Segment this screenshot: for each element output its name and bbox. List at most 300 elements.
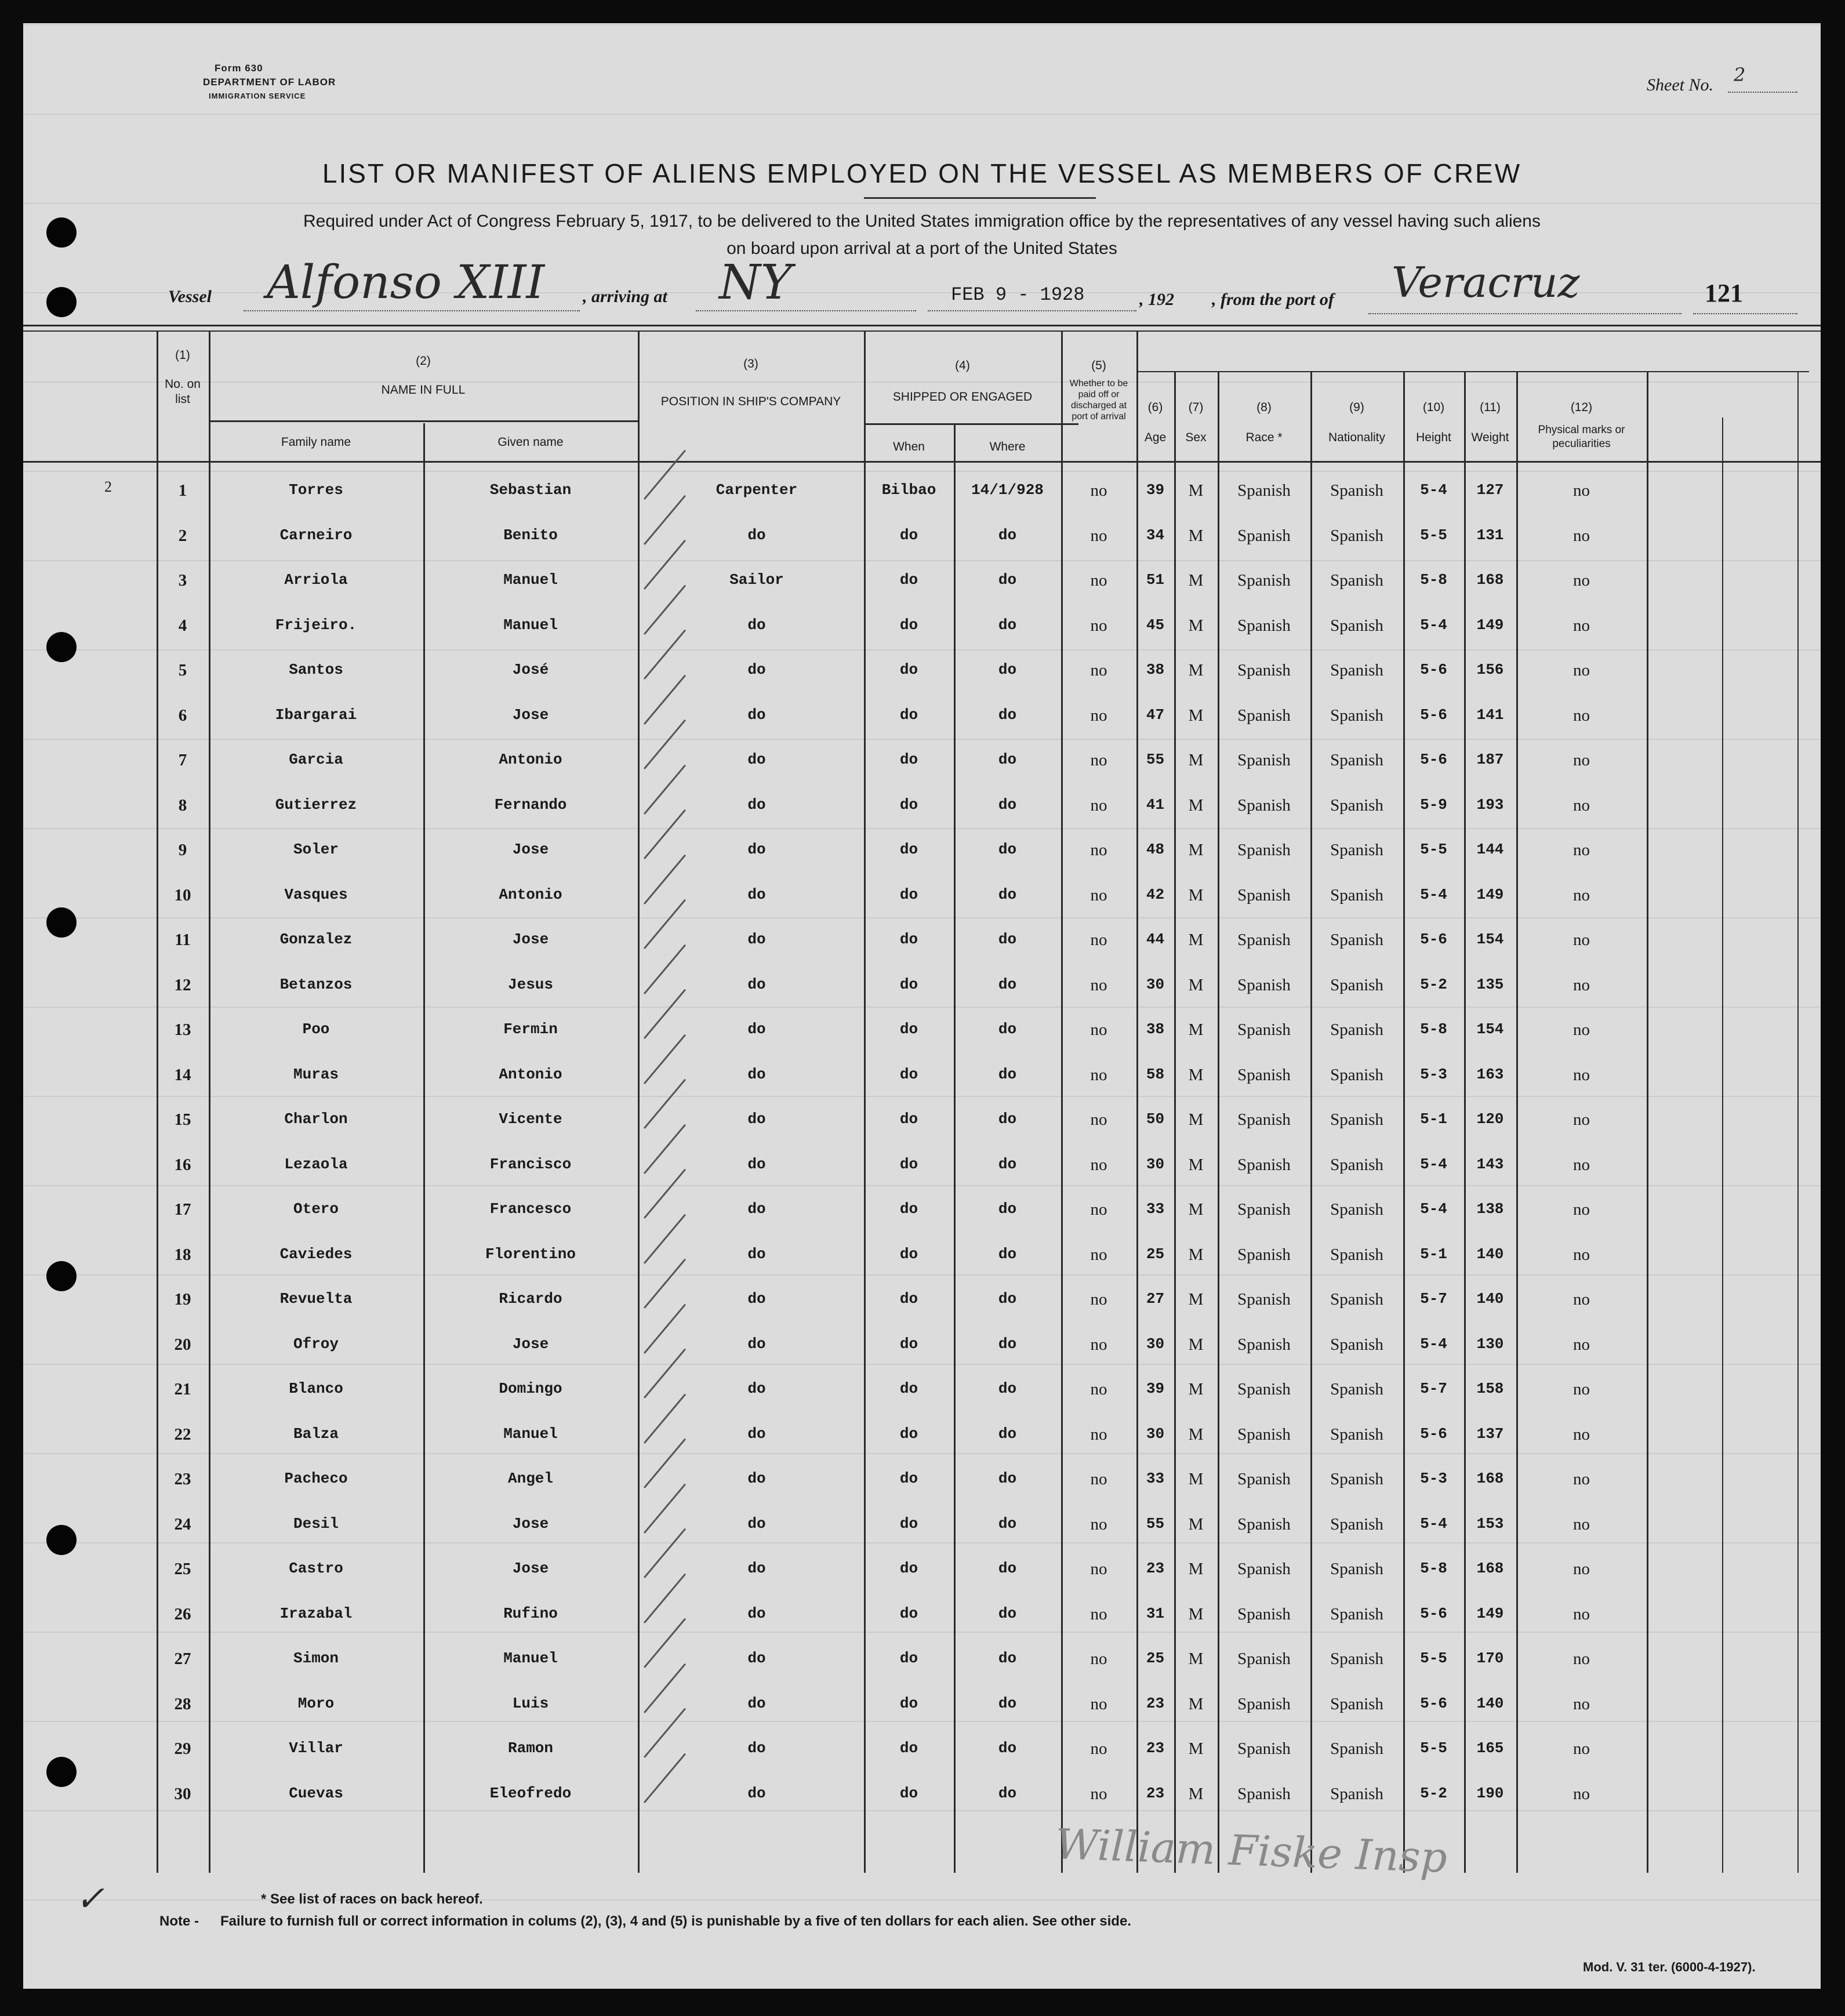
position: Sailor [729,571,784,589]
weight: 141 [1476,706,1504,724]
given-name: Jose [512,1514,549,1532]
race: Spanish [1237,1514,1291,1534]
family-name: Otero [293,1200,339,1218]
shipped-when: do [899,1155,918,1173]
col3-header: POSITION IN SHIP'S COMPANY [660,395,841,408]
weight: 140 [1476,1245,1504,1263]
physical-marks: no [1573,975,1590,994]
height: 5-5 [1420,1739,1447,1757]
sex: M [1188,1020,1204,1039]
shipped-where: do [998,1290,1017,1307]
race: Spanish [1237,481,1291,500]
paid-off: no [1090,1290,1107,1309]
height: 5-4 [1420,1514,1447,1532]
page-title: LIST OR MANIFEST OF ALIENS EMPLOYED ON THE VESSEL AS MEMBERS OF CREW [322,158,1522,188]
col3-number: (3) [743,357,758,370]
shipped-where: do [998,1784,1017,1802]
list-number: 25 [174,1560,191,1578]
physical-marks: no [1573,931,1590,949]
weight: 149 [1476,1604,1504,1622]
list-number: 4 [178,616,187,635]
sex: M [1188,526,1204,545]
family-name: Simon [293,1650,339,1667]
date-stamp: FEB 9 - 1928 [951,284,1085,306]
physical-marks: no [1573,1335,1590,1354]
shipped-where: do [998,1514,1017,1532]
shipped-when: do [899,571,918,589]
shipped-when: do [899,706,918,724]
position: do [747,885,766,903]
nationality: Spanish [1330,1065,1383,1084]
given-name: José [512,661,549,678]
family-name: Castro [289,1560,343,1577]
shipped-when: do [899,1110,918,1128]
inspector-signature: William Fiske Insp [1054,1819,1448,1882]
physical-marks: no [1573,661,1590,680]
shipped-where: do [998,1560,1017,1577]
races-footnote: * See list of races on back hereof. [261,1891,483,1907]
physical-marks: no [1573,1425,1590,1444]
col8-header: Race * [1245,431,1283,444]
age: 48 [1146,841,1165,858]
punch-hole [46,907,77,938]
age: 39 [1146,1380,1165,1397]
col10-header: Height [1416,431,1451,444]
punch-hole [46,287,77,317]
sex: M [1188,1650,1204,1668]
weight: 140 [1476,1290,1504,1307]
height: 5-6 [1420,1425,1447,1443]
position: do [747,1155,766,1173]
col8-number: (8) [1256,401,1272,414]
weight: 138 [1476,1200,1504,1218]
race: Spanish [1237,1560,1291,1578]
height: 5-8 [1420,571,1447,589]
age: 30 [1146,1425,1165,1443]
list-number: 11 [175,931,191,949]
race: Spanish [1237,661,1291,680]
race: Spanish [1237,1739,1291,1758]
paid-off: no [1090,1065,1107,1084]
weight: 170 [1476,1650,1504,1667]
weight: 158 [1476,1380,1504,1397]
given-name: Benito [503,526,558,544]
physical-marks: no [1573,1290,1590,1309]
nationality: Spanish [1330,481,1383,500]
paid-off: no [1090,1110,1107,1129]
weight: 187 [1476,751,1504,768]
sex: M [1188,885,1204,905]
physical-marks: no [1573,526,1590,545]
family-name: Poo [302,1020,330,1038]
list-number: 13 [174,1020,191,1039]
list-number: 26 [174,1604,191,1623]
weight: 127 [1476,481,1504,499]
col11-number: (11) [1480,401,1501,414]
given-name: Jesus [507,975,553,993]
list-number: 9 [178,841,187,859]
nationality: Spanish [1330,885,1383,905]
physical-marks: no [1573,1560,1590,1578]
service-label: IMMIGRATION SERVICE [209,92,306,100]
punch-hole [46,1525,77,1555]
race: Spanish [1237,1694,1291,1713]
age: 23 [1146,1694,1165,1712]
given-name: Fernando [494,795,567,813]
height: 5-4 [1420,1200,1447,1218]
height: 5-6 [1420,661,1447,678]
col12-header: Physical marks or peculiarities [1538,424,1625,450]
shipped-when: do [899,1694,918,1712]
shipped-when: do [899,526,918,544]
age: 33 [1146,1200,1165,1218]
family-name: Revuelta [279,1290,353,1307]
weight: 149 [1476,885,1504,903]
physical-marks: no [1573,1200,1590,1219]
shipped-when: do [899,1560,918,1577]
height: 5-5 [1420,526,1447,544]
sheet-number: 2 [1734,64,1746,86]
col2a-header: Family name [281,435,351,449]
paid-off: no [1090,1650,1107,1668]
age: 55 [1146,751,1165,768]
given-name: Rufino [503,1604,558,1622]
physical-marks: no [1573,1470,1590,1488]
age: 38 [1146,661,1165,678]
year-label: , 192 [1139,290,1174,309]
height: 5-8 [1420,1560,1447,1577]
weight: 168 [1476,1470,1504,1487]
given-name: Fermin [503,1020,558,1038]
list-number: 21 [174,1380,191,1399]
position: do [747,1560,766,1577]
age: 27 [1146,1290,1165,1307]
col10-number: (10) [1422,401,1445,414]
age: 31 [1146,1604,1165,1622]
shipped-when: do [899,1470,918,1487]
list-number: 17 [174,1200,191,1219]
age: 25 [1146,1245,1165,1263]
paid-off: no [1090,1560,1107,1578]
given-name: Francisco [489,1155,572,1173]
paid-off: no [1090,616,1107,635]
nationality: Spanish [1330,1650,1383,1668]
position: do [747,1290,766,1307]
given-name: Sebastian [489,481,572,499]
physical-marks: no [1573,841,1590,859]
shipped-where: do [998,885,1017,903]
given-name: Manuel [503,1650,558,1667]
age: 58 [1146,1065,1165,1083]
list-number: 12 [174,975,191,994]
form-code: Mod. V. 31 ter. (6000-4-1927). [1583,1960,1756,1974]
race: Spanish [1237,885,1291,905]
weight: 140 [1476,1694,1504,1712]
physical-marks: no [1573,1514,1590,1534]
nationality: Spanish [1330,661,1383,680]
nationality: Spanish [1330,1380,1383,1399]
given-name: Domingo [499,1380,562,1397]
nationality: Spanish [1330,1470,1383,1488]
shipped-when: do [899,841,918,858]
sex: M [1188,1065,1204,1084]
position: do [747,795,766,813]
weight: 154 [1476,1020,1504,1038]
sex: M [1188,481,1204,500]
height: 5-2 [1420,975,1447,993]
col7-number: (7) [1188,401,1204,414]
race: Spanish [1237,931,1291,949]
weight: 130 [1476,1335,1504,1353]
margin-note: 2 [104,478,112,495]
given-name: Eleofredo [489,1784,572,1802]
physical-marks: no [1573,795,1590,815]
race: Spanish [1237,706,1291,725]
physical-marks: no [1573,616,1590,635]
shipped-where: do [998,795,1017,813]
age: 23 [1146,1560,1165,1577]
shipped-when: do [899,1739,918,1757]
sex: M [1188,1425,1204,1444]
shipped-when: do [899,661,918,678]
age: 34 [1146,526,1165,544]
paid-off: no [1090,481,1107,500]
weight: 137 [1476,1425,1504,1443]
given-name: Ramon [507,1739,553,1757]
position: do [747,931,766,948]
race: Spanish [1237,1784,1291,1803]
weight: 120 [1476,1110,1504,1128]
height: 5-4 [1420,481,1447,499]
race: Spanish [1237,841,1291,859]
height: 5-3 [1420,1065,1447,1083]
weight: 190 [1476,1784,1504,1802]
col4-number: (4) [955,359,970,372]
age: 51 [1146,571,1165,589]
height: 5-4 [1420,1155,1447,1173]
position: do [747,1650,766,1667]
physical-marks: no [1573,1065,1590,1084]
shipped-where: do [998,841,1017,858]
list-number: 2 [178,526,187,545]
sex: M [1188,1739,1204,1758]
height: 5-6 [1420,931,1447,948]
position: do [747,1784,766,1802]
shipped-where: do [998,571,1017,589]
position: do [747,661,766,678]
col9-header: Nationality [1328,431,1386,444]
position: do [747,1694,766,1712]
weight: 135 [1476,975,1504,993]
nationality: Spanish [1330,1694,1383,1713]
given-name: Luis [512,1694,549,1712]
sex: M [1188,751,1204,769]
given-name: Angel [507,1470,553,1487]
sex: M [1188,1200,1204,1219]
given-name: Antonio [499,751,562,768]
shipped-where: do [998,1604,1017,1622]
race: Spanish [1237,1110,1291,1129]
family-name: Gutierrez [275,795,357,813]
family-name: Carneiro [279,526,353,544]
sex: M [1188,1560,1204,1578]
paid-off: no [1090,571,1107,590]
paid-off: no [1090,795,1107,815]
sex: M [1188,841,1204,859]
nationality: Spanish [1330,975,1383,994]
age: 45 [1146,616,1165,634]
sex: M [1188,1694,1204,1713]
sex: M [1188,1335,1204,1354]
shipped-when: do [899,885,918,903]
list-number: 8 [178,795,187,815]
nationality: Spanish [1330,616,1383,635]
nationality: Spanish [1330,1200,1383,1219]
shipped-when: do [899,1020,918,1038]
nationality: Spanish [1330,706,1383,725]
nationality: Spanish [1330,1245,1383,1264]
paid-off: no [1090,1155,1107,1174]
col9-number: (9) [1349,401,1364,414]
list-number: 7 [178,751,187,769]
position: do [747,1425,766,1443]
shipped-when: do [899,1200,918,1218]
position: do [747,975,766,993]
position: do [747,1739,766,1757]
height: 5-1 [1420,1245,1447,1263]
height: 5-5 [1420,1650,1447,1667]
sex: M [1188,661,1204,680]
weight: 193 [1476,795,1504,813]
nationality: Spanish [1330,1335,1383,1354]
age: 23 [1146,1784,1165,1802]
race: Spanish [1237,1245,1291,1264]
from-port: Veracruz [1392,258,1580,307]
sex: M [1188,616,1204,635]
nationality: Spanish [1330,931,1383,949]
shipped-where: do [998,526,1017,544]
given-name: Antonio [499,885,562,903]
arriving-label: , arriving at [583,287,667,306]
check-mark: ✓ [75,1879,105,1919]
physical-marks: no [1573,706,1590,725]
physical-marks: no [1573,1110,1590,1129]
family-name: Santos [289,661,343,678]
weight: 168 [1476,571,1504,589]
sex: M [1188,975,1204,994]
from-port-label: , from the port of [1212,290,1334,309]
shipped-when: do [899,975,918,993]
given-name: Manuel [503,616,558,634]
col2b-header: Given name [497,435,564,449]
nationality: Spanish [1330,1560,1383,1578]
age: 30 [1146,1155,1165,1173]
given-name: Jose [512,1335,549,1353]
sex: M [1188,1380,1204,1399]
height: 5-2 [1420,1784,1447,1802]
family-name: Frijeiro. [275,616,357,634]
list-number: 20 [174,1335,191,1354]
race: Spanish [1237,751,1291,769]
given-name: Jose [512,931,549,948]
paid-off: no [1090,1425,1107,1444]
given-name: Ricardo [499,1290,562,1307]
nationality: Spanish [1330,751,1383,769]
nationality: Spanish [1330,1604,1383,1623]
race: Spanish [1237,1380,1291,1399]
weight: 131 [1476,526,1504,544]
shipped-where: do [998,616,1017,634]
sex: M [1188,1784,1204,1803]
age: 38 [1146,1020,1165,1038]
shipped-where: do [998,706,1017,724]
list-number: 30 [174,1784,191,1803]
sex: M [1188,1290,1204,1309]
shipped-when: do [899,1065,918,1083]
col2-header: NAME IN FULL [381,383,466,397]
weight: 163 [1476,1065,1504,1083]
weight: 154 [1476,931,1504,948]
given-name: Antonio [499,1065,562,1083]
paid-off: no [1090,526,1107,545]
manifest-number: 121 [1705,279,1743,307]
form-number: Form 630 [215,63,263,74]
paid-off: no [1090,1380,1107,1399]
height: 5-4 [1420,1335,1447,1353]
nationality: Spanish [1330,1155,1383,1174]
family-name: Garcia [289,751,343,768]
position: do [747,1514,766,1532]
age: 33 [1146,1470,1165,1487]
family-name: Cuevas [289,1784,343,1802]
list-number: 14 [174,1065,191,1084]
paid-off: no [1090,931,1107,949]
physical-marks: no [1573,1650,1590,1668]
paid-off: no [1090,1335,1107,1354]
given-name: Francesco [489,1200,572,1218]
shipped-where: do [998,1380,1017,1397]
sex: M [1188,706,1204,725]
shipped-where: do [998,661,1017,678]
shipped-when: do [899,1650,918,1667]
shipped-where: do [998,1650,1017,1667]
race: Spanish [1237,1200,1291,1219]
given-name: Jose [512,1560,549,1577]
punch-hole [46,1757,77,1787]
race: Spanish [1237,1335,1291,1354]
note-label: Note - [159,1913,199,1929]
age: 47 [1146,706,1165,724]
family-name: Moro [297,1694,335,1712]
given-name: Jose [512,841,549,858]
race: Spanish [1237,526,1291,545]
sheet-label: Sheet No. [1647,75,1713,95]
shipped-when: do [899,1784,918,1802]
paid-off: no [1090,706,1107,725]
list-number: 10 [174,885,191,905]
height: 5-7 [1420,1290,1447,1307]
family-name: Muras [293,1065,339,1083]
physical-marks: no [1573,1020,1590,1039]
paid-off: no [1090,1200,1107,1219]
paid-off: no [1090,885,1107,905]
position: do [747,751,766,768]
department-label: DEPARTMENT OF LABOR [203,77,336,88]
list-number: 15 [174,1110,191,1129]
family-name: Torres [289,481,343,499]
col6-header: Age [1144,431,1167,444]
list-number: 18 [174,1245,191,1264]
